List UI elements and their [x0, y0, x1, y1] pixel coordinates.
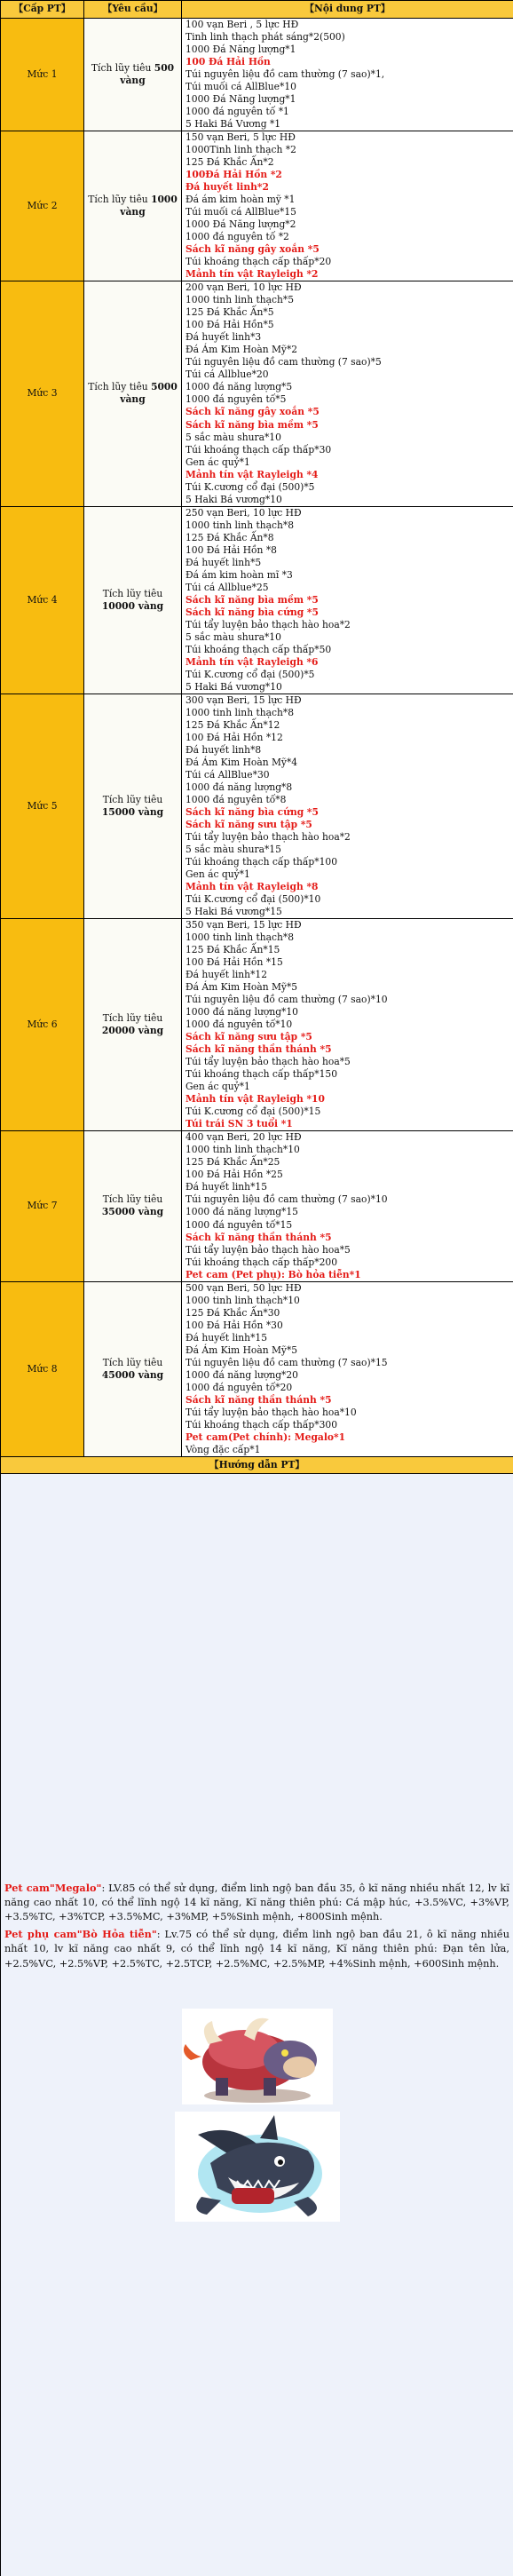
reward-item: 1000 đá nguyên tố *2 [185, 231, 289, 243]
reward-item: 5 sắc màu shura*10 [185, 630, 281, 643]
content-cell [182, 1131, 513, 1281]
reward-item: 125 Đá Khắc Ấn*12 [185, 718, 280, 731]
reward-item: 1000 Đá Năng lượng*2 [185, 218, 296, 231]
reward-item-highlight: Sách kĩ năng bìa mềm *5 [185, 593, 319, 606]
reward-item: 100 Đá Hải Hồn *30 [185, 1319, 283, 1331]
reward-item-highlight: Sách kĩ năng thần thánh *5 [185, 1043, 332, 1056]
requirement-amount: 500 vàng [120, 62, 175, 87]
reward-item: Túi khoáng thạch cấp thấp*150 [185, 1068, 338, 1081]
table-body [1, 19, 513, 1457]
requirement-amount: 35000 vàng [101, 1206, 164, 1218]
requirement-prefix: Tích lũy tiêu [91, 62, 154, 75]
requirement-cell [84, 131, 182, 281]
reward-item: Đá huyết linh*3 [185, 331, 262, 344]
reward-item: Túi tẩy luyện bảo thạch hào hoa*10 [185, 1406, 357, 1418]
reward-item: Túi cá Allblue*20 [185, 369, 269, 381]
reward-item: Túi khoáng thạch cấp thấp*30 [185, 443, 332, 456]
reward-item: 5 sắc màu shura*15 [185, 844, 281, 856]
reward-item-highlight: Sách kĩ năng bìa mềm *5 [185, 418, 319, 431]
reward-item: 125 Đá Khắc Ấn*15 [185, 944, 280, 956]
header-content: 【Nội dung PT】 [182, 1, 513, 19]
reward-item: 1000 tinh linh thạch*10 [185, 1294, 300, 1306]
table-row [1, 506, 513, 694]
reward-item-highlight: Đá huyết linh*2 [185, 181, 269, 194]
reward-item: Đá Ám Kim Hoàn Mỹ*2 [185, 344, 298, 356]
reward-item: 200 vạn Beri, 10 lực HĐ [185, 281, 302, 294]
table-row [1, 19, 513, 131]
reward-item: 1000 đá nguyên tố*8 [185, 793, 287, 805]
reward-item-highlight: Mảnh tín vật Rayleigh *8 [185, 881, 319, 893]
reward-item-highlight: Sách kĩ năng gây xoắn *5 [185, 243, 320, 256]
reward-item: 125 Đá Khắc Ấn*25 [185, 1156, 280, 1169]
requirement-cell [84, 1131, 182, 1281]
reward-item-highlight: Sách kĩ năng bìa cứng *5 [185, 606, 319, 618]
pet1-name: Pet cam"Megalo" [4, 1881, 102, 1894]
table-row [1, 1131, 513, 1281]
reward-item: 1000 đá năng lượng*20 [185, 1368, 298, 1381]
level-cell: Mức 5 [1, 694, 84, 918]
reward-item: Đá ám kim hoàn mĩ *3 [185, 568, 293, 581]
reward-item: Gen ác quỷ*1 [185, 1081, 250, 1093]
reward-item: 1000 đá năng lượng*15 [185, 1206, 298, 1218]
reward-item: 125 Đá Khắc Ấn*5 [185, 306, 274, 319]
reward-item: 250 vạn Beri, 10 lực HĐ [185, 506, 302, 519]
level-cell: Mức 7 [1, 1131, 84, 1281]
reward-item: Túi nguyên liệu đồ cam thường (7 sao)*15 [185, 1356, 388, 1368]
reward-item: 300 vạn Beri, 15 lực HĐ [185, 694, 302, 706]
table-row [1, 281, 513, 506]
reward-item: 350 vạn Beri, 15 lực HĐ [185, 919, 302, 931]
reward-item: 100 Đá Hải Hồn *8 [185, 543, 277, 556]
reward-item: 5 Haki Bá vương*15 [185, 906, 282, 918]
reward-item-highlight: Mảnh tín vật Rayleigh *4 [185, 468, 319, 480]
requirement-amount: 20000 vàng [101, 1025, 164, 1037]
content-cell [182, 919, 513, 1131]
reward-item: Đá Ám Kim Hoàn Mỹ*4 [185, 756, 298, 768]
reward-item: 1000 tinh linh thạch*10 [185, 1144, 300, 1156]
reward-item: 1000 đá nguyên tố*20 [185, 1381, 293, 1393]
reward-item: Đá huyết linh*15 [185, 1181, 268, 1193]
reward-item-highlight: 100 Đá Hải Hồn [185, 56, 271, 68]
reward-item: 100 Đá Hải Hồn *25 [185, 1169, 283, 1181]
reward-item-highlight: Mảnh tín vật Rayleigh *6 [185, 655, 319, 668]
requirement-cell [84, 919, 182, 1131]
reward-item: Túi K.cương cổ đại (500)*15 [185, 1106, 321, 1118]
reward-item: Đá ám kim hoàn mỹ *1 [185, 194, 296, 206]
reward-item: Túi nguyên liệu đồ cam thường (7 sao)*1, [185, 68, 385, 81]
shark-pet-image [175, 2112, 340, 2222]
reward-item-highlight: Sách kĩ năng thần thánh *5 [185, 1231, 332, 1243]
guide-row [1, 1473, 513, 2576]
table-row [1, 131, 513, 281]
reward-item-highlight: Sách kĩ năng bìa cứng *5 [185, 805, 319, 818]
pet1-text: : LV.85 có thể sử dụng, điểm linh ngộ ban đầu 35, ô kĩ năng nhiều nhất 12, lv kĩ năng cao nhất 10, có thể lĩnh ngộ 14 kĩ năng, Kĩ năng thiên phú: Cá mập húc, +3.5%VC, +3%VP, +3.5%TC, +3%TCP, +3.5%MC, +3%MP, +5%Sinh mệnh, +800Sinh mệnh. [4, 1882, 509, 1923]
reward-item: Túi K.cương cổ đại (500)*5 [185, 668, 315, 680]
reward-item: 1000 tinh linh thạch*8 [185, 931, 295, 944]
requirement-prefix: Tích lũy tiêu [102, 1193, 163, 1206]
content-cell [182, 131, 513, 281]
reward-item: 5 Haki Bá vương*10 [185, 493, 282, 505]
requirement-amount: 45000 vàng [101, 1368, 164, 1381]
reward-item-highlight: Túi trái SN 3 tuổi *1 [185, 1118, 293, 1130]
reward-item: Gen ác quỷ*1 [185, 456, 250, 468]
reward-item-highlight: Mảnh tín vật Rayleigh *10 [185, 1093, 325, 1106]
guide-cell [1, 1473, 513, 2576]
reward-item: 1000 đá nguyên tố*5 [185, 393, 287, 406]
content-cell [182, 506, 513, 694]
reward-item-highlight: Sách kĩ năng sưu tập *5 [185, 1031, 312, 1043]
reward-item: 100 vạn Beri , 5 lực HĐ [185, 19, 299, 30]
reward-item: 1000Tinh linh thạch *2 [185, 144, 296, 156]
reward-item: Túi K.cương cổ đại (500)*10 [185, 893, 321, 906]
content-cell [182, 281, 513, 506]
reward-item: Túi khoáng thạch cấp thấp*200 [185, 1256, 338, 1268]
reward-item: 5 Haki Bá Vương *1 [185, 118, 281, 131]
requirement-cell [84, 1281, 182, 1456]
reward-item: Gen ác quỷ*1 [185, 868, 250, 881]
reward-item: 100 Đá Hải Hồn *15 [185, 956, 283, 969]
reward-item: Túi nguyên liệu đồ cam thường (7 sao)*10 [185, 994, 388, 1006]
reward-item: 5 sắc màu shura*10 [185, 431, 281, 443]
reward-item-highlight: Sách kĩ năng sưu tập *5 [185, 819, 312, 830]
table-row [1, 1281, 513, 1456]
requirement-cell [84, 506, 182, 694]
level-cell: Mức 6 [1, 919, 84, 1131]
reward-item: Vòng đặc cấp*1 [185, 1443, 261, 1455]
level-cell: Mức 1 [1, 19, 84, 131]
reward-item: 5 Haki Bá vương*10 [185, 680, 282, 693]
reward-item: Túi khoáng thạch cấp thấp*20 [185, 256, 332, 268]
reward-item: Túi tẩy luyện bảo thạch hào hoa*2 [185, 618, 351, 630]
table-row [1, 919, 513, 1131]
reward-item-highlight: Sách kĩ năng gây xoắn *5 [185, 406, 320, 418]
reward-item: 100 Đá Hải Hồn *12 [185, 731, 283, 743]
reward-item: 150 vạn Beri, 5 lực HĐ [185, 131, 296, 144]
reward-item: 1000 đá nguyên tố *1 [185, 106, 289, 118]
reward-item: 125 Đá Khắc Ấn*30 [185, 1306, 280, 1319]
reward-item: Túi tẩy luyện bảo thạch hào hoa*5 [185, 1056, 351, 1068]
requirement-cell [84, 19, 182, 131]
reward-item: 100 Đá Hải Hồn*5 [185, 319, 274, 331]
reward-item-highlight: Sách kĩ năng thần thánh *5 [185, 1393, 332, 1406]
requirement-prefix: Tích lũy tiêu [102, 1356, 163, 1368]
reward-item: 1000 tinh linh thạch*5 [185, 294, 295, 306]
table-row [1, 694, 513, 918]
reward-item: Đá huyết linh*8 [185, 743, 262, 756]
reward-item: 1000 đá năng lượng*5 [185, 381, 293, 393]
reward-item: Đá huyết linh*12 [185, 969, 268, 981]
reward-item: Đá Ám Kim Hoàn Mỹ*5 [185, 1343, 298, 1356]
requirement-prefix: Tích lũy tiêu [102, 587, 163, 599]
reward-item: Đá Ám Kim Hoàn Mỹ*5 [185, 981, 298, 994]
level-cell: Mức 8 [1, 1281, 84, 1456]
header-level: 【Cấp PT】 [1, 1, 84, 19]
reward-item: 1000 tinh linh thạch*8 [185, 519, 295, 531]
reward-item-highlight: 100Đá Hải Hồn *2 [185, 169, 282, 181]
pet1-description [4, 1881, 509, 1925]
reward-item: Đá huyết linh*5 [185, 556, 262, 568]
reward-item: 1000 đá nguyên tố*15 [185, 1218, 293, 1231]
reward-item-highlight: Mảnh tín vật Rayleigh *2 [185, 268, 319, 281]
content-cell [182, 1281, 513, 1456]
reward-item: Túi khoáng thạch cấp thấp*300 [185, 1418, 338, 1431]
reward-item: Túi khoáng thạch cấp thấp*100 [185, 856, 338, 868]
level-cell: Mức 4 [1, 506, 84, 694]
level-cell: Mức 3 [1, 281, 84, 506]
requirement-prefix: Tích lũy tiêu [102, 1012, 163, 1025]
reward-item: 125 Đá Khắc Ấn*8 [185, 531, 274, 543]
guide-header-row [1, 1456, 513, 1473]
level-cell: Mức 2 [1, 131, 84, 281]
reward-item: Túi tẩy luyện bảo thạch hào hoa*5 [185, 1243, 351, 1256]
reward-item: Tinh linh thạch phát sáng*2(500) [185, 31, 345, 44]
reward-item: Túi cá Allblue*25 [185, 581, 269, 593]
reward-item: 1000 Đá Năng lượng*1 [185, 93, 296, 106]
reward-item: Túi tẩy luyện bảo thạch hào hoa*2 [185, 831, 351, 844]
content-cell [182, 694, 513, 918]
reward-item: 1000 đá nguyên tố*10 [185, 1019, 293, 1031]
requirement-amount: 15000 vàng [101, 805, 164, 818]
guide-title: 【Hướng dẫn PT】 [1, 1456, 513, 1473]
table-header-row [1, 1, 513, 19]
requirement-amount: 5000 vàng [120, 381, 178, 406]
reward-item: Túi K.cương cổ đại (500)*5 [185, 480, 315, 493]
reward-item: Túi khoáng thạch cấp thấp*50 [185, 643, 332, 655]
requirement-amount: 10000 vàng [101, 599, 164, 612]
bull-pet-image [182, 2009, 333, 2104]
requirement-prefix: Tích lũy tiêu [88, 194, 152, 206]
reward-item: Túi cá AllBlue*30 [185, 768, 270, 781]
reward-item: 1000 đá năng lượng*8 [185, 781, 293, 793]
pet2-text: : Lv.75 có thể sử dụng, điểm linh ngộ ban đầu 21, ô kĩ năng nhiều nhất 10, lv kĩ năng cao nhất 9, có thể lĩnh ngộ 14 kĩ năng, Kĩ năng thiên phú: Đạn tên lửa, +2.5%VC, +2.5%VP, +2.5%TC, +2.5TCP, +2.5%MC, +2.5%MP, +4%Sinh mệnh, +600Sinh mệnh. [4, 1928, 509, 1970]
requirement-prefix: Tích lũy tiêu [102, 793, 163, 805]
requirement-prefix: Tích lũy tiêu [88, 381, 152, 393]
reward-item: Túi muối cá AllBlue*10 [185, 81, 296, 93]
reward-item: 1000 tinh linh thạch*8 [185, 706, 295, 718]
content-cell [182, 19, 513, 131]
pet2-description [4, 1927, 509, 1971]
reward-item: 1000 Đá Năng lượng*1 [185, 44, 296, 56]
reward-item-highlight: Pet cam (Pet phụ): Bò hỏa tiễn*1 [185, 1268, 361, 1280]
reward-item: 400 vạn Beri, 20 lực HĐ [185, 1131, 302, 1144]
reward-item: Túi nguyên liệu đồ cam thường (7 sao)*5 [185, 356, 382, 369]
reward-item: 500 vạn Beri, 50 lực HĐ [185, 1281, 302, 1294]
reward-item: Túi nguyên liệu đồ cam thường (7 sao)*10 [185, 1193, 388, 1206]
reward-item: Đá huyết linh*15 [185, 1331, 268, 1343]
reward-item: Túi muối cá AllBlue*15 [185, 206, 296, 218]
requirement-amount: 1000 vàng [120, 194, 178, 218]
reward-item: 125 Đá Khắc Ấn*2 [185, 156, 274, 169]
reward-item-highlight: Pet cam(Pet chính): Megalo*1 [185, 1431, 346, 1443]
requirement-cell [84, 281, 182, 506]
requirement-cell [84, 694, 182, 918]
reward-item: 1000 đá năng lượng*10 [185, 1006, 298, 1019]
header-requirement: 【Yêu cầu】 [84, 1, 182, 19]
pet2-name: Pet phụ cam"Bò Hỏa tiễn" [4, 1927, 157, 1940]
